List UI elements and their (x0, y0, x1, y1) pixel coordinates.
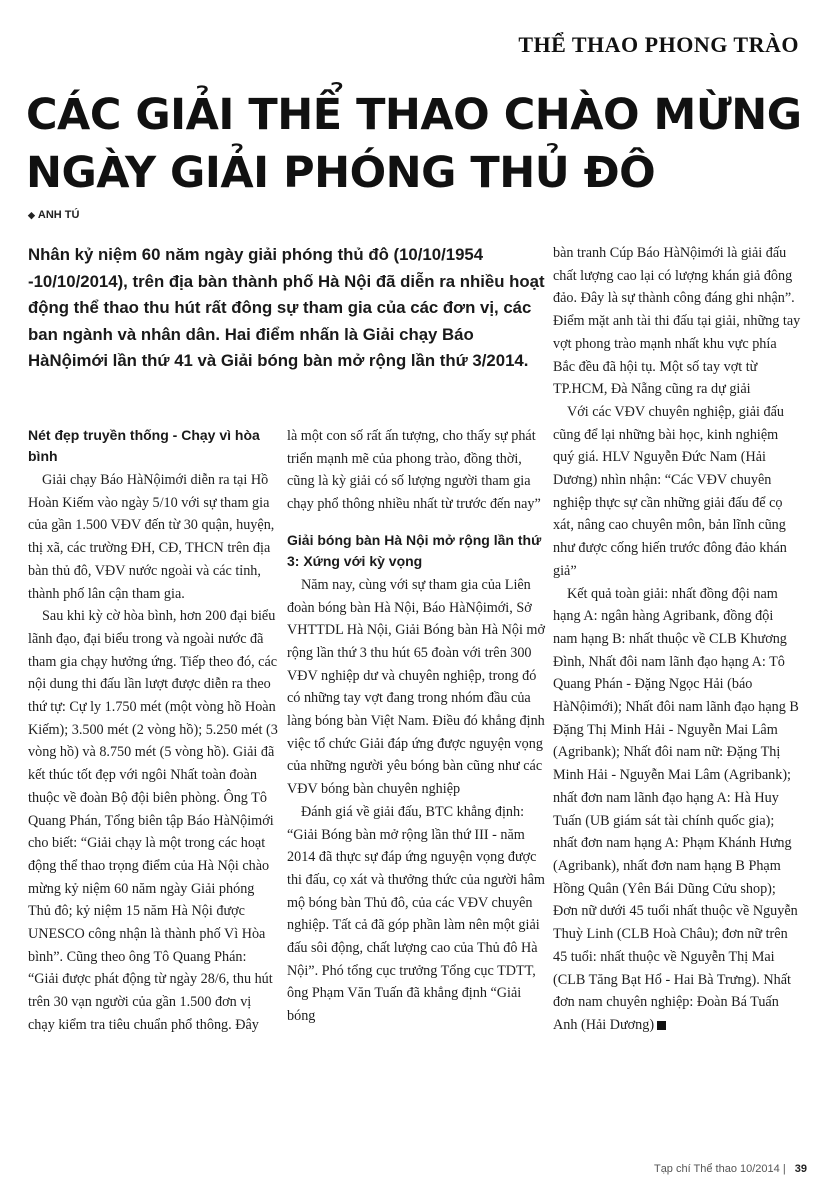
body-paragraph: bàn tranh Cúp Báo HàNộimới là giải đấu chất lượng cao lại có lượng khán giả đông đảo. Đây là sự thành công đáng ghi nhận”. Điểm mặt anh tài thi đấu tại giải, những tay vợt phong trào mạnh nhất khu vực phía Bắc đều đã hội tụ. Một số tay vợt từ TP.HCM, Đà Nẵng cũng ra dự giải (553, 245, 801, 398)
article-title (26, 86, 816, 202)
body-paragraph: Giải chạy Báo HàNộimới diễn ra tại Hồ Hoàn Kiếm vào ngày 5/10 với sự tham gia của gần 1.500 VĐV đến từ 30 quận, huyện, thị xã, các trường ĐH, CĐ, THCN trên địa bàn thủ đô, VĐV nước ngoài và các tỉnh, thành phố lân cận tham gia. (28, 472, 275, 602)
column-1 (28, 425, 278, 1037)
magazine-name: Tạp chí Thể thao (653, 1163, 737, 1175)
body-paragraph: là một con số rất ấn tượng, cho thấy sự phát triển mạnh mẽ của phong trào, đồng thời, cũng là kỳ giải có số lượng người tham gia chạy phổ thông nhiều nhất từ trước đến nay” (287, 428, 541, 513)
diamond-icon: ◆ (28, 210, 35, 220)
body-paragraph (553, 583, 801, 1037)
subheading-running: Nét đẹp truyền thống - Chạy vì hòa bình (28, 427, 260, 464)
body-paragraph: Với các VĐV chuyên nghiệp, giải đấu cũng để lại những bài học, kinh nghiệm quý giá. HLV Nguyễn Đức Nam (Hải Dương) nhìn nhận: “Các VĐV chuyên nghiệp thực sự cần những giải đấu để cọ xát, nâng cao chuyên môn, bản lĩnh cũng như được cống hiến trước đông đảo khán giả” (553, 403, 787, 579)
end-mark-icon (657, 1021, 666, 1030)
body-paragraph: Năm nay, cùng với sự tham gia của Liên đoàn bóng bàn Hà Nội, Báo HàNộimới, Sở VHTTDL Hà Nội, Giải Bóng bàn Hà Nội mở rộng lần thứ 3 thu hút 65 đoàn với trên 300 VĐV nghiệp dư và chuyên nghiệp, trong đó có những tay vợt đang trong nhóm đầu của làng bóng bàn Việt Nam. Điều đó khẳng định việc tổ chức Giải đáp ứng được nguyện vọng của những người yêu bóng bàn cũng như các VĐV bóng bàn chuyên nghiệp (287, 576, 545, 798)
body-paragraph: Sau khi kỳ cờ hòa bình, hơn 200 đại biểu lãnh đạo, đại biểu trong và ngoài nước đã tham gia chạy hưởng ứng. Tiếp theo đó, các nội dung thi đấu lần lượt được diễn ra theo thứ tự: Cự ly 1.750 mét (một vòng hồ Hoàn Kiếm); 3.500 mét (2 vòng hồ); 5.250 mét (3 vòng hồ) và 8.750 mét (5 vòng hồ). Giải đã kết thúc tốt đẹp với ngôi Nhất toàn đoàn thuộc về đoàn Bộ đội biên phòng. Ông Tô Quang Phán, Tổng biên tập Báo HàNộimới cho biết: “Giải chạy là một trong các hoạt động thể thao trọng điểm của Hà Nội chào mừng kỷ niệm 60 năm ngày Giải phóng Thủ đô; kỷ niệm 15 năm Hà Nội được UNESCO công nhận là thành phố Vì Hòa bình”. Cũng theo ông Tô Quang Phán: “Giải được phát động từ ngày 28/6, thu hút trên 30 vạn người của gần 1.500 đơn vị chạy kiểm tra tiêu chuẩn phổ thông. Đây (28, 608, 278, 1033)
page-number: 39 (794, 1163, 807, 1175)
title-line-2: NGÀY GIẢI PHÓNG THỦ ĐÔ (26, 148, 656, 198)
subheading-table-tennis: Giải bóng bàn Hà Nội mở rộng lần thứ 3: Xứng với kỳ vọng (287, 531, 542, 569)
author-name: ANH TÚ (37, 209, 80, 221)
byline (28, 209, 79, 221)
issue-date: 10/2014 (740, 1163, 780, 1175)
section-label: THỂ THAO PHONG TRÀO (518, 32, 799, 57)
column-2 (287, 425, 545, 1028)
title-line-1: CÁC GIẢI THỂ THAO CHÀO MỪNG (26, 90, 802, 140)
body-paragraph: Đánh giá về giải đấu, BTC khẳng định: “Giải Bóng bàn mở rộng lần thứ III - năm 2014 đã thực sự đáp ứng nguyện vọng được thi đấu, cọ xát và thưởng thức của người hâm mộ bóng bàn Thủ đô, của các VĐV chuyên nghiệp. Tất cả đã góp phần làm nên một giải đấu sôi động, chất lượng cao của Thủ đô Hà Nội”. Phó tổng cục trưởng Tổng cục TDTT, ông Phạm Văn Tuấn đã khẳng định “Giải bóng (287, 803, 545, 1025)
page-footer: Tạp chí Thể thao 10/2014 | 39 (653, 1163, 807, 1175)
column-3 (553, 242, 801, 1037)
lead-paragraph: Nhân kỷ niệm 60 năm ngày giải phóng thủ đô (10/10/1954 -10/10/2014), trên địa bàn thành phố Hà Nội đã diễn ra nhiều hoạt động thể thao thu hút rất đông sự tham gia của các đơn vị, các ban ngành và nhân dân. Hai điểm nhấn là Giải chạy Báo HàNộimới lần thứ 41 và Giải bóng bàn mở rộng lần thứ 3/2014. (28, 245, 545, 370)
results-text: Kết quả toàn giải: nhất đồng đội nam hạng A: ngân hàng Agribank, đồng đội nam hạng B: nhất thuộc về CLB Khương Đình, Nhất đôi nam lãnh đạo hạng A: Tô Quang Phán - Đặng Ngọc Hải (báo HàNộimới); Nhất đôi nam lãnh đạo hạng B Đặng Thị Minh Hải - Nguyễn Mai Lâm (Agribank); Nhất đôi nam nữ: Đặng Thị Minh Hải - Nguyễn Mai Lâm (Agribank); nhất đơn nam lãnh đạo hạng A: Hà Huy Tuấn (UB giám sát tài chính quốc gia); nhất đơn nam hạng A: Phạm Khánh Hưng (Agribank), nhất đơn nam hạng B Phạm Hồng Quân (Yên Bái Dũng Cửu shop); Đơn nữ dưới 45 tuổi nhất thuộc về Nguyễn Thuỳ Linh (CLB Hoà Châu); đơn nữ trên 45 tuổi: nhất thuộc về Nguyễn Thị Mai (CLB Tăng Bạt Hổ - Hai Bà Trưng). Nhất đơn nam chuyên nghiệp: Đoàn Bá Tuấn Anh (Hải Dương) (553, 585, 799, 1033)
